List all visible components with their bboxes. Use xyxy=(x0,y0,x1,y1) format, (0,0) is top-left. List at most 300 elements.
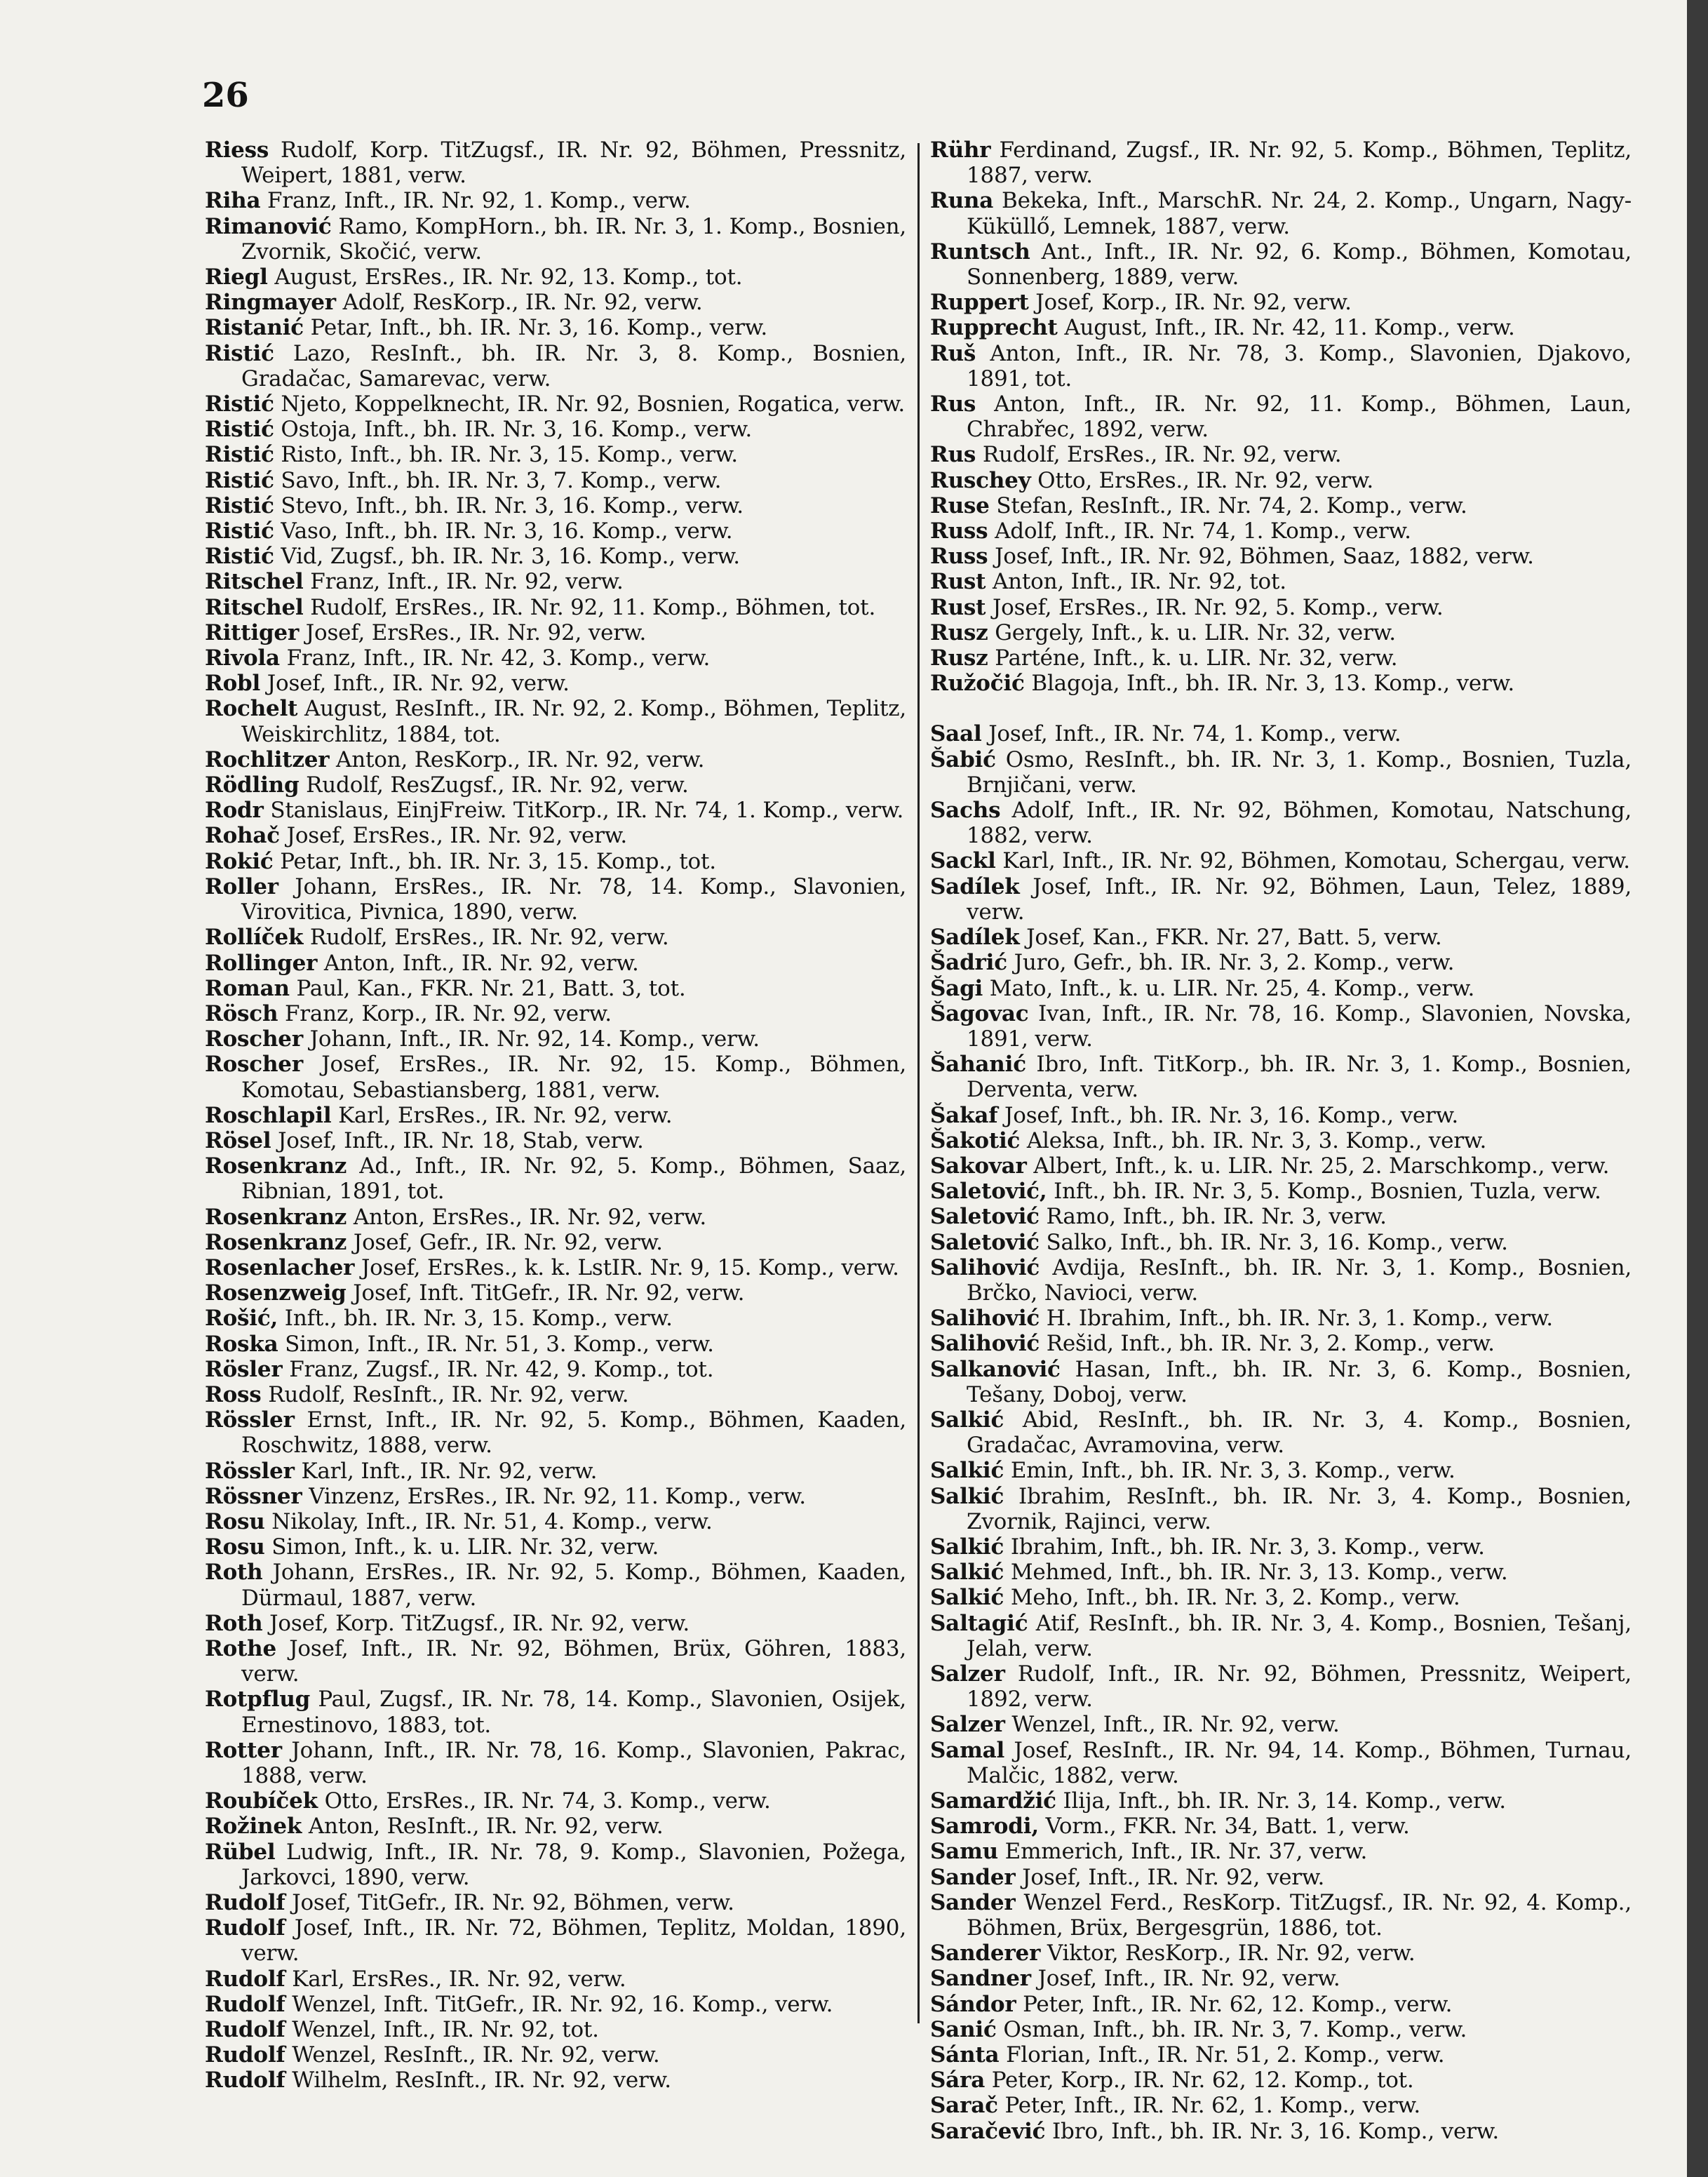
entry-details: Meho, Inft., bh. IR. Nr. 3, 2. Komp., verw. xyxy=(1010,1585,1460,1611)
list-entry xyxy=(930,188,1632,239)
list-entry xyxy=(205,264,906,290)
list-entry xyxy=(205,874,906,925)
entry-details: Josef, ErsRes., IR. Nr. 92, 15. Komp., Böhmen, Komotau, Sebastiansberg, 1881, verw. xyxy=(241,1052,906,1103)
list-entry xyxy=(930,645,1632,671)
list-entry xyxy=(205,2068,906,2093)
entry-surname: Šagovac xyxy=(930,1000,1029,1026)
list-entry xyxy=(205,1636,906,1687)
entry-surname: Riegl xyxy=(205,264,268,290)
list-entry xyxy=(205,2017,906,2042)
list-entry xyxy=(205,1103,906,1128)
entry-details: Josef, Gefr., IR. Nr. 92, verw. xyxy=(353,1229,663,1255)
entry-details: Wenzel, Inft., IR. Nr. 92, verw. xyxy=(1011,1712,1340,1738)
entry-surname: Rupprecht xyxy=(930,315,1058,341)
entry-details: Atif, ResInft., bh. IR. Nr. 3, 4. Komp., Bosnien, Tešanj, Jelah, verw. xyxy=(967,1610,1632,1661)
list-entry xyxy=(205,849,906,874)
list-entry xyxy=(205,1001,906,1026)
entry-details: Anton, Inft., IR. Nr. 92, verw. xyxy=(323,950,639,976)
entry-surname: Samal xyxy=(930,1737,1005,1763)
entry-surname: Roska xyxy=(205,1331,278,1357)
list-entry xyxy=(205,544,906,569)
entry-surname: Ristić xyxy=(205,340,274,366)
entry-surname: Rust xyxy=(930,569,986,595)
entry-details: Bekeka, Inft., MarschR. Nr. 24, 2. Komp., Ungarn, Nagy-Küküllő, Lemnek, 1887, verw. xyxy=(967,188,1632,239)
entry-details: Josef, Kan., FKR. Nr. 27, Batt. 5, verw. xyxy=(1026,925,1442,951)
list-entry xyxy=(930,138,1632,188)
entry-details: Mato, Inft., k. u. LIR. Nr. 25, 4. Komp., verw. xyxy=(989,975,1475,1001)
list-entry xyxy=(205,1230,906,1255)
entry-surname: Salkić xyxy=(930,1534,1004,1560)
right-column xyxy=(930,138,1632,2144)
entry-details: Nikolay, Inft., IR. Nr. 51, 4. Komp., verw. xyxy=(271,1508,713,1534)
list-entry xyxy=(930,1738,1632,1788)
entry-details: Ibrahim, ResInft., bh. IR. Nr. 3, 4. Komp., Bosnien, Zvornik, Rajinci, verw. xyxy=(967,1483,1632,1534)
entry-details: Josef, Inft., IR. Nr. 92, Böhmen, Saaz, 1882, verw. xyxy=(995,544,1534,570)
entry-surname: Sakovar xyxy=(930,1153,1027,1179)
entry-surname: Salkić xyxy=(930,1585,1004,1611)
entry-surname: Salzer xyxy=(930,1661,1005,1687)
list-entry xyxy=(205,1153,906,1204)
entry-details: Avdija, ResInft., bh. IR. Nr. 3, 1. Komp., Bosnien, Brčko, Navioci, verw. xyxy=(967,1254,1632,1306)
list-entry xyxy=(930,1611,1632,1661)
entry-surname: Rössner xyxy=(205,1483,302,1509)
entry-details: Anton, ErsRes., IR. Nr. 92, verw. xyxy=(353,1204,707,1230)
entry-details: Josef, ErsRes., IR. Nr. 92, 5. Komp., verw. xyxy=(992,594,1444,620)
entry-surname: Rochlitzer xyxy=(205,746,330,772)
list-entry xyxy=(930,315,1632,340)
entry-surname: Rudolf xyxy=(205,1915,285,1941)
entry-surname: Rokić xyxy=(205,848,274,874)
entry-surname: Rosu xyxy=(205,1508,265,1534)
entry-details: Florian, Inft., IR. Nr. 51, 2. Komp., verw. xyxy=(1006,2042,1445,2068)
entry-surname: Rodr xyxy=(205,798,264,824)
entry-details: Ibro, Inft. TitKorp., bh. IR. Nr. 3, 1. Komp., Bosnien, Derventa, verw. xyxy=(967,1052,1632,1103)
entry-surname: Salkić xyxy=(930,1407,1004,1433)
list-entry xyxy=(930,620,1632,645)
list-entry xyxy=(930,1103,1632,1128)
entry-details: Franz, Inft., IR. Nr. 92, verw. xyxy=(310,569,624,595)
list-entry xyxy=(930,544,1632,569)
entry-details: Inft., bh. IR. Nr. 3, 15. Komp., verw. xyxy=(284,1306,673,1332)
entry-surname: Sackl xyxy=(930,848,996,874)
list-entry xyxy=(205,1484,906,1509)
list-entry xyxy=(930,1484,1632,1534)
entry-details: Franz, Korp., IR. Nr. 92, verw. xyxy=(284,1000,612,1026)
entry-surname: Rudolf xyxy=(205,2042,285,2068)
entry-surname: Sandner xyxy=(930,1966,1031,1992)
list-entry xyxy=(930,1712,1632,1737)
entry-surname: Roscher xyxy=(205,1052,303,1078)
entry-surname: Rusz xyxy=(930,619,988,645)
entry-details: Risto, Inft., bh. IR. Nr. 3, 15. Komp., verw. xyxy=(281,442,738,468)
list-entry xyxy=(205,391,906,417)
entry-details: Rudolf, Inft., IR. Nr. 92, Böhmen, Pressnitz, Weipert, 1892, verw. xyxy=(967,1661,1632,1713)
entry-surname: Rohač xyxy=(205,823,280,849)
entry-surname: Sadílek xyxy=(930,873,1020,899)
entry-surname: Ruppert xyxy=(930,290,1029,316)
list-entry xyxy=(930,925,1632,950)
entry-details: Peter, Korp., IR. Nr. 62, 12. Komp., tot. xyxy=(991,2068,1414,2094)
entry-details: Josef, Inft., IR. Nr. 92, verw. xyxy=(1022,1864,1325,1890)
list-entry xyxy=(930,595,1632,620)
entry-details: Josef, TitGefr., IR. Nr. 92, Böhmen, verw. xyxy=(292,1890,734,1916)
entry-details: Wenzel Ferd., ResKorp. TitZugsf., IR. Nr. 92, 4. Komp., Böhmen, Brüx, Bergesgrün, 1886, tot. xyxy=(967,1889,1632,1941)
list-entry xyxy=(930,1890,1632,1941)
list-entry xyxy=(930,1255,1632,1306)
list-entry xyxy=(930,1992,1632,2017)
entry-surname: Roscher xyxy=(205,1026,303,1052)
list-entry xyxy=(205,569,906,594)
list-entry xyxy=(930,1179,1632,1204)
list-entry xyxy=(205,1255,906,1280)
entry-details: Josef, Inft., IR. Nr. 92, verw. xyxy=(1037,1966,1340,1992)
list-entry xyxy=(205,442,906,467)
entry-surname: Runtsch xyxy=(930,239,1030,264)
list-entry xyxy=(205,1992,906,2017)
entry-surname: Samardžić xyxy=(930,1788,1056,1814)
entry-surname: Rollíček xyxy=(205,925,304,951)
list-entry xyxy=(930,239,1632,290)
list-entry xyxy=(205,747,906,772)
list-entry xyxy=(205,468,906,493)
list-entry xyxy=(930,1966,1632,1991)
entry-details: Rudolf, ErsRes., IR. Nr. 92, verw. xyxy=(309,925,669,951)
entry-details: Ant., Inft., IR. Nr. 92, 6. Komp., Böhmen, Komotau, Sonnenberg, 1889, verw. xyxy=(967,239,1632,290)
entry-surname: Ristić xyxy=(205,544,274,570)
entry-details: Viktor, ResKorp., IR. Nr. 92, verw. xyxy=(1047,1941,1416,1967)
entry-surname: Salihović xyxy=(930,1331,1040,1357)
list-entry xyxy=(930,721,1632,746)
page-number: 26 xyxy=(202,76,249,115)
entry-details: August, Inft., IR. Nr. 42, 11. Komp., verw. xyxy=(1064,315,1515,341)
entry-surname: Šakotić xyxy=(930,1127,1021,1153)
entry-surname: Saletović xyxy=(930,1204,1040,1230)
list-entry xyxy=(930,1331,1632,1356)
entry-surname: Ristanić xyxy=(205,315,304,341)
entry-surname: Sander xyxy=(930,1864,1016,1890)
list-entry xyxy=(930,848,1632,873)
entry-surname: Sander xyxy=(930,1889,1016,1915)
entry-details: Ad., Inft., IR. Nr. 92, 5. Komp., Böhmen, Saaz, Ribnian, 1891, tot. xyxy=(241,1153,906,1205)
list-entry xyxy=(930,1128,1632,1153)
entry-surname: Runa xyxy=(930,188,994,214)
list-entry xyxy=(930,1230,1632,1255)
list-entry xyxy=(930,2042,1632,2068)
entry-details: Adolf, Inft., IR. Nr. 74, 1. Komp., verw. xyxy=(995,518,1411,544)
entry-details: Otto, ErsRes., IR. Nr. 74, 3. Komp., verw. xyxy=(324,1788,771,1814)
list-entry xyxy=(205,214,906,264)
list-entry xyxy=(205,798,906,823)
entry-details: Rudolf, ResInft., IR. Nr. 92, verw. xyxy=(268,1381,629,1407)
entry-details: Petar, Inft., bh. IR. Nr. 3, 16. Komp., verw. xyxy=(310,315,768,341)
list-entry xyxy=(205,1560,906,1610)
entry-surname: Rössler xyxy=(205,1407,295,1433)
entry-details: Ramo, Inft., bh. IR. Nr. 3, verw. xyxy=(1046,1204,1387,1230)
list-entry xyxy=(205,925,906,950)
entry-surname: Sadílek xyxy=(930,925,1020,951)
entry-surname: Roller xyxy=(205,873,278,899)
entry-details: Anton, ResInft., IR. Nr. 92, verw. xyxy=(308,1814,664,1840)
entry-details: Johann, Inft., IR. Nr. 92, 14. Komp., verw. xyxy=(309,1026,760,1052)
list-entry xyxy=(930,1153,1632,1179)
list-entry xyxy=(205,138,906,188)
entry-surname: Saletović, xyxy=(930,1179,1047,1205)
entry-details: Rudolf, ResZugsf., IR. Nr. 92, verw. xyxy=(306,772,689,798)
entry-details: Osmo, ResInft., bh. IR. Nr. 3, 1. Komp., Bosnien, Tuzla, Brnjičani, verw. xyxy=(967,746,1632,798)
list-entry xyxy=(205,188,906,213)
list-entry xyxy=(205,1306,906,1331)
entry-surname: Ristić xyxy=(205,467,274,493)
entry-surname: Roschlapil xyxy=(205,1102,332,1128)
list-entry xyxy=(930,1204,1632,1229)
entry-surname: Saal xyxy=(930,721,982,747)
entry-details: Josef, ErsRes., IR. Nr. 92, verw. xyxy=(305,619,647,645)
entry-details: Anton, Inft., IR. Nr. 92, tot. xyxy=(992,569,1286,595)
entry-surname: Ristić xyxy=(205,518,274,544)
list-entry xyxy=(205,290,906,315)
entry-surname: Ruse xyxy=(930,493,990,518)
entry-surname: Rosu xyxy=(205,1534,265,1560)
entry-surname: Sachs xyxy=(930,798,1001,824)
list-entry xyxy=(205,595,906,620)
entry-surname: Rošić, xyxy=(205,1306,278,1332)
entry-surname: Rochelt xyxy=(205,696,298,722)
entry-details: H. Ibrahim, Inft., bh. IR. Nr. 3, 1. Komp., verw. xyxy=(1046,1306,1553,1332)
list-entry xyxy=(205,772,906,798)
entry-surname: Rothe xyxy=(205,1635,277,1661)
entry-surname: Salihović xyxy=(930,1254,1040,1280)
entry-surname: Rösel xyxy=(205,1127,271,1153)
entry-details: Johann, ErsRes., IR. Nr. 78, 14. Komp., Slavonien, Virovitica, Pivnica, 1890, verw. xyxy=(241,873,907,925)
list-entry xyxy=(930,442,1632,467)
list-entry xyxy=(205,493,906,518)
entry-details: Rešid, Inft., bh. IR. Nr. 3, 2. Komp., verw. xyxy=(1046,1331,1495,1357)
entry-details: Otto, ErsRes., IR. Nr. 92, verw. xyxy=(1037,467,1374,493)
entry-surname: Ritschel xyxy=(205,594,304,620)
list-entry xyxy=(205,417,906,442)
list-entry xyxy=(930,468,1632,493)
entry-details: Rudolf, Korp. TitZugsf., IR. Nr. 92, Böhmen, Pressnitz, Weipert, 1881, verw. xyxy=(241,138,906,189)
list-entry xyxy=(205,315,906,340)
list-entry xyxy=(205,1534,906,1560)
entry-surname: Rollinger xyxy=(205,950,318,976)
list-entry xyxy=(205,1890,906,1915)
entry-details: Vaso, Inft., bh. IR. Nr. 3, 16. Komp., verw. xyxy=(281,518,733,544)
list-entry xyxy=(205,1459,906,1484)
entry-surname: Sanderer xyxy=(930,1941,1041,1967)
entry-details: Stevo, Inft., bh. IR. Nr. 3, 16. Komp., verw. xyxy=(281,493,744,518)
list-entry xyxy=(205,951,906,976)
list-entry xyxy=(930,1788,1632,1814)
entry-surname: Rösler xyxy=(205,1356,283,1382)
entry-surname: Šakaf xyxy=(930,1102,998,1128)
entry-surname: Riha xyxy=(205,188,261,214)
entry-details: Juro, Gefr., bh. IR. Nr. 3, 2. Komp., verw. xyxy=(1014,950,1455,976)
entry-surname: Saletović xyxy=(930,1229,1040,1255)
entry-details: Vorm., FKR. Nr. 34, Batt. 1, verw. xyxy=(1045,1814,1410,1840)
list-entry xyxy=(930,2068,1632,2093)
list-entry xyxy=(930,569,1632,594)
entry-surname: Salkić xyxy=(930,1483,1004,1509)
entry-details: Josef, Inft., IR. Nr. 18, Stab, verw. xyxy=(278,1127,644,1153)
entry-details: Ferdinand, Zugsf., IR. Nr. 92, 5. Komp., Böhmen, Teplitz, 1887, verw. xyxy=(967,138,1632,189)
entry-details: Josef, Inft., IR. Nr. 74, 1. Komp., verw. xyxy=(988,721,1401,747)
entry-surname: Sarač xyxy=(930,2093,998,2119)
entry-details: Franz, Inft., IR. Nr. 92, 1. Komp., verw. xyxy=(267,188,691,214)
list-entry xyxy=(930,1941,1632,1966)
entry-details: August, ResInft., IR. Nr. 92, 2. Komp., Böhmen, Teplitz, Weiskirchlitz, 1884, tot. xyxy=(241,696,907,747)
entry-details: Emmerich, Inft., IR. Nr. 37, verw. xyxy=(1004,1839,1368,1865)
entry-surname: Roth xyxy=(205,1560,263,1586)
entry-surname: Salzer xyxy=(930,1712,1005,1738)
entry-details: Vinzenz, ErsRes., IR. Nr. 92, 11. Komp., verw. xyxy=(309,1483,806,1509)
list-entry xyxy=(930,1458,1632,1483)
list-entry xyxy=(205,1382,906,1407)
list-entry xyxy=(205,823,906,848)
list-entry xyxy=(205,1205,906,1230)
entry-details: Josef, Korp. TitZugsf., IR. Nr. 92, verw. xyxy=(269,1610,690,1636)
entry-surname: Sára xyxy=(930,2068,986,2094)
entry-details: Wilhelm, ResInft., IR. Nr. 92, verw. xyxy=(292,2068,671,2094)
entry-surname: Rudolf xyxy=(205,1890,285,1916)
entry-details: Aleksa, Inft., bh. IR. Nr. 3, 3. Komp., verw. xyxy=(1026,1127,1487,1153)
entry-details: Anton, ResKorp., IR. Nr. 92, verw. xyxy=(336,746,705,772)
list-entry xyxy=(205,976,906,1001)
list-entry xyxy=(205,1814,906,1839)
entry-details: Rudolf, ErsRes., IR. Nr. 92, 11. Komp., Böhmen, tot. xyxy=(310,594,876,620)
entry-surname: Rübel xyxy=(205,1839,276,1865)
entry-details: Blagoja, Inft., bh. IR. Nr. 3, 13. Komp., verw. xyxy=(1031,671,1514,697)
entry-surname: Rotter xyxy=(205,1737,282,1763)
entry-details: Adolf, Inft., IR. Nr. 92, Böhmen, Komotau, Natschung, 1882, verw. xyxy=(967,798,1632,849)
entry-surname: Rosenlacher xyxy=(205,1254,355,1280)
entry-surname: Rožinek xyxy=(205,1814,302,1840)
list-entry xyxy=(205,1687,906,1737)
entry-surname: Robl xyxy=(205,671,261,697)
entry-details: Josef, Inft., IR. Nr. 72, Böhmen, Teplitz, Moldan, 1890, verw. xyxy=(241,1915,906,1967)
entry-surname: Russ xyxy=(930,518,988,544)
entry-surname: Ross xyxy=(205,1381,262,1407)
entry-surname: Roman xyxy=(205,975,290,1001)
entry-surname: Sanić xyxy=(930,2016,997,2042)
entry-details: Peter, Inft., IR. Nr. 62, 12. Komp., verw. xyxy=(1023,1991,1453,2017)
entry-surname: Rosenkranz xyxy=(205,1204,347,1230)
entry-details: Ernst, Inft., IR. Nr. 92, 5. Komp., Böhmen, Kaaden, Roschwitz, 1888, verw. xyxy=(241,1407,906,1459)
entry-surname: Roubíček xyxy=(205,1788,318,1814)
list-entry xyxy=(930,874,1632,925)
entry-details: Stanislaus, EinjFreiw. TitKorp., IR. Nr. 74, 1. Komp., verw. xyxy=(270,798,904,824)
list-entry xyxy=(930,493,1632,518)
entry-details: Njeto, Koppelknecht, IR. Nr. 92, Bosnien, Rogatica, verw. xyxy=(281,391,906,417)
entry-surname: Ristić xyxy=(205,391,274,417)
entry-details: Lazo, ResInft., bh. IR. Nr. 3, 8. Komp., Bosnien, Gradačac, Samarevac, verw. xyxy=(241,340,906,391)
entry-details: Ostoja, Inft., bh. IR. Nr. 3, 16. Komp., verw. xyxy=(281,417,752,443)
entry-details: Peter, Inft., IR. Nr. 62, 1. Komp., verw. xyxy=(1004,2093,1420,2119)
list-entry xyxy=(930,391,1632,442)
entry-details: Josef, ResInft., IR. Nr. 94, 14. Komp., Böhmen, Turnau, Malčic, 1882, verw. xyxy=(967,1737,1632,1788)
list-entry xyxy=(930,1407,1632,1458)
list-entry xyxy=(205,645,906,671)
list-entry xyxy=(205,1026,906,1052)
entry-surname: Salihović xyxy=(930,1306,1040,1332)
entry-surname: Rus xyxy=(930,391,976,417)
entry-details: Inft., bh. IR. Nr. 3, 5. Komp., Bosnien, Tuzla, verw. xyxy=(1054,1179,1601,1205)
entry-surname: Salkić xyxy=(930,1560,1004,1586)
list-entry xyxy=(930,1052,1632,1102)
entry-details: Anton, Inft., IR. Nr. 78, 3. Komp., Slavonien, Djakovo, 1891, tot. xyxy=(967,340,1632,391)
list-entry xyxy=(205,1738,906,1788)
entry-surname: Roth xyxy=(205,1610,263,1636)
entry-surname: Rosenzweig xyxy=(205,1280,347,1306)
entry-surname: Rühr xyxy=(930,138,991,163)
list-entry xyxy=(930,1865,1632,1890)
list-entry xyxy=(205,1407,906,1458)
entry-surname: Ristić xyxy=(205,442,274,468)
list-entry xyxy=(205,1611,906,1636)
list-entry xyxy=(930,518,1632,544)
entry-details: Karl, ErsRes., IR. Nr. 92, verw. xyxy=(292,1966,626,1992)
entry-surname: Salkić xyxy=(930,1458,1004,1484)
entry-surname: Rudolf xyxy=(205,1966,285,1992)
entry-details: Savo, Inft., bh. IR. Nr. 3, 7. Komp., verw. xyxy=(281,467,722,493)
entry-details: Mehmed, Inft., bh. IR. Nr. 3, 13. Komp., verw. xyxy=(1010,1560,1508,1586)
entry-surname: Ristić xyxy=(205,417,274,443)
entry-surname: Rivola xyxy=(205,645,280,671)
entry-surname: Rödling xyxy=(205,772,300,798)
entry-details: Anton, Inft., IR. Nr. 92, 11. Komp., Böhmen, Laun, Chrabřec, 1892, verw. xyxy=(967,391,1632,443)
entry-details: Karl, ErsRes., IR. Nr. 92, verw. xyxy=(338,1102,673,1128)
entry-details: Johann, ErsRes., IR. Nr. 92, 5. Komp., Böhmen, Kaaden, Dürmaul, 1887, verw. xyxy=(241,1560,906,1611)
entry-surname: Šagi xyxy=(930,975,983,1001)
entry-details: Albert, Inft., k. u. LIR. Nr. 25, 2. Marschkomp., verw. xyxy=(1033,1153,1610,1179)
list-entry xyxy=(205,696,906,746)
list-entry xyxy=(930,1534,1632,1560)
entry-surname: Rösch xyxy=(205,1000,278,1026)
entry-surname: Ruschey xyxy=(930,467,1031,493)
entry-surname: Ritschel xyxy=(205,569,304,595)
entry-surname: Rudolf xyxy=(205,2017,285,2043)
entry-details: Wenzel, Inft. TitGefr., IR. Nr. 92, 16. Komp., verw. xyxy=(292,1991,833,2017)
entry-surname: Sándor xyxy=(930,1991,1016,2017)
entry-surname: Rudolf xyxy=(205,1991,285,2017)
list-entry xyxy=(205,518,906,544)
list-entry xyxy=(205,1052,906,1102)
entry-surname: Rimanović xyxy=(205,213,332,239)
list-entry xyxy=(930,1001,1632,1052)
entry-surname: Rosenkranz xyxy=(205,1229,347,1255)
entry-details: Ludwig, Inft., IR. Nr. 78, 9. Komp., Slavonien, Požega, Jarkovci, 1890, verw. xyxy=(241,1839,906,1890)
entry-surname: Saračević xyxy=(930,2118,1046,2144)
entry-surname: Šadrić xyxy=(930,950,1007,976)
entry-details: Simon, Inft., k. u. LIR. Nr. 32, verw. xyxy=(271,1534,659,1560)
entry-details: Wenzel, ResInft., IR. Nr. 92, verw. xyxy=(292,2042,660,2068)
list-entry xyxy=(205,2042,906,2068)
entry-details: Franz, Inft., IR. Nr. 42, 3. Komp., verw. xyxy=(286,645,711,671)
left-column xyxy=(205,138,906,2094)
entry-surname: Rust xyxy=(930,594,986,620)
entry-surname: Samu xyxy=(930,1839,999,1865)
entry-details: Josef, Inft., bh. IR. Nr. 3, 16. Komp., verw. xyxy=(1004,1102,1458,1128)
entry-details: Salko, Inft., bh. IR. Nr. 3, 16. Komp., verw. xyxy=(1046,1229,1508,1255)
entry-details: Karl, Inft., IR. Nr. 92, verw. xyxy=(301,1458,598,1484)
list-entry xyxy=(930,1357,1632,1407)
entry-surname: Rotpflug xyxy=(205,1687,311,1713)
list-entry xyxy=(205,1332,906,1357)
list-entry xyxy=(205,1967,906,1992)
entry-surname: Rusz xyxy=(930,645,988,671)
entry-surname: Ringmayer xyxy=(205,290,336,316)
entry-details: Josef, Inft., IR. Nr. 92, Böhmen, Laun, Telez, 1889, verw. xyxy=(967,873,1632,925)
